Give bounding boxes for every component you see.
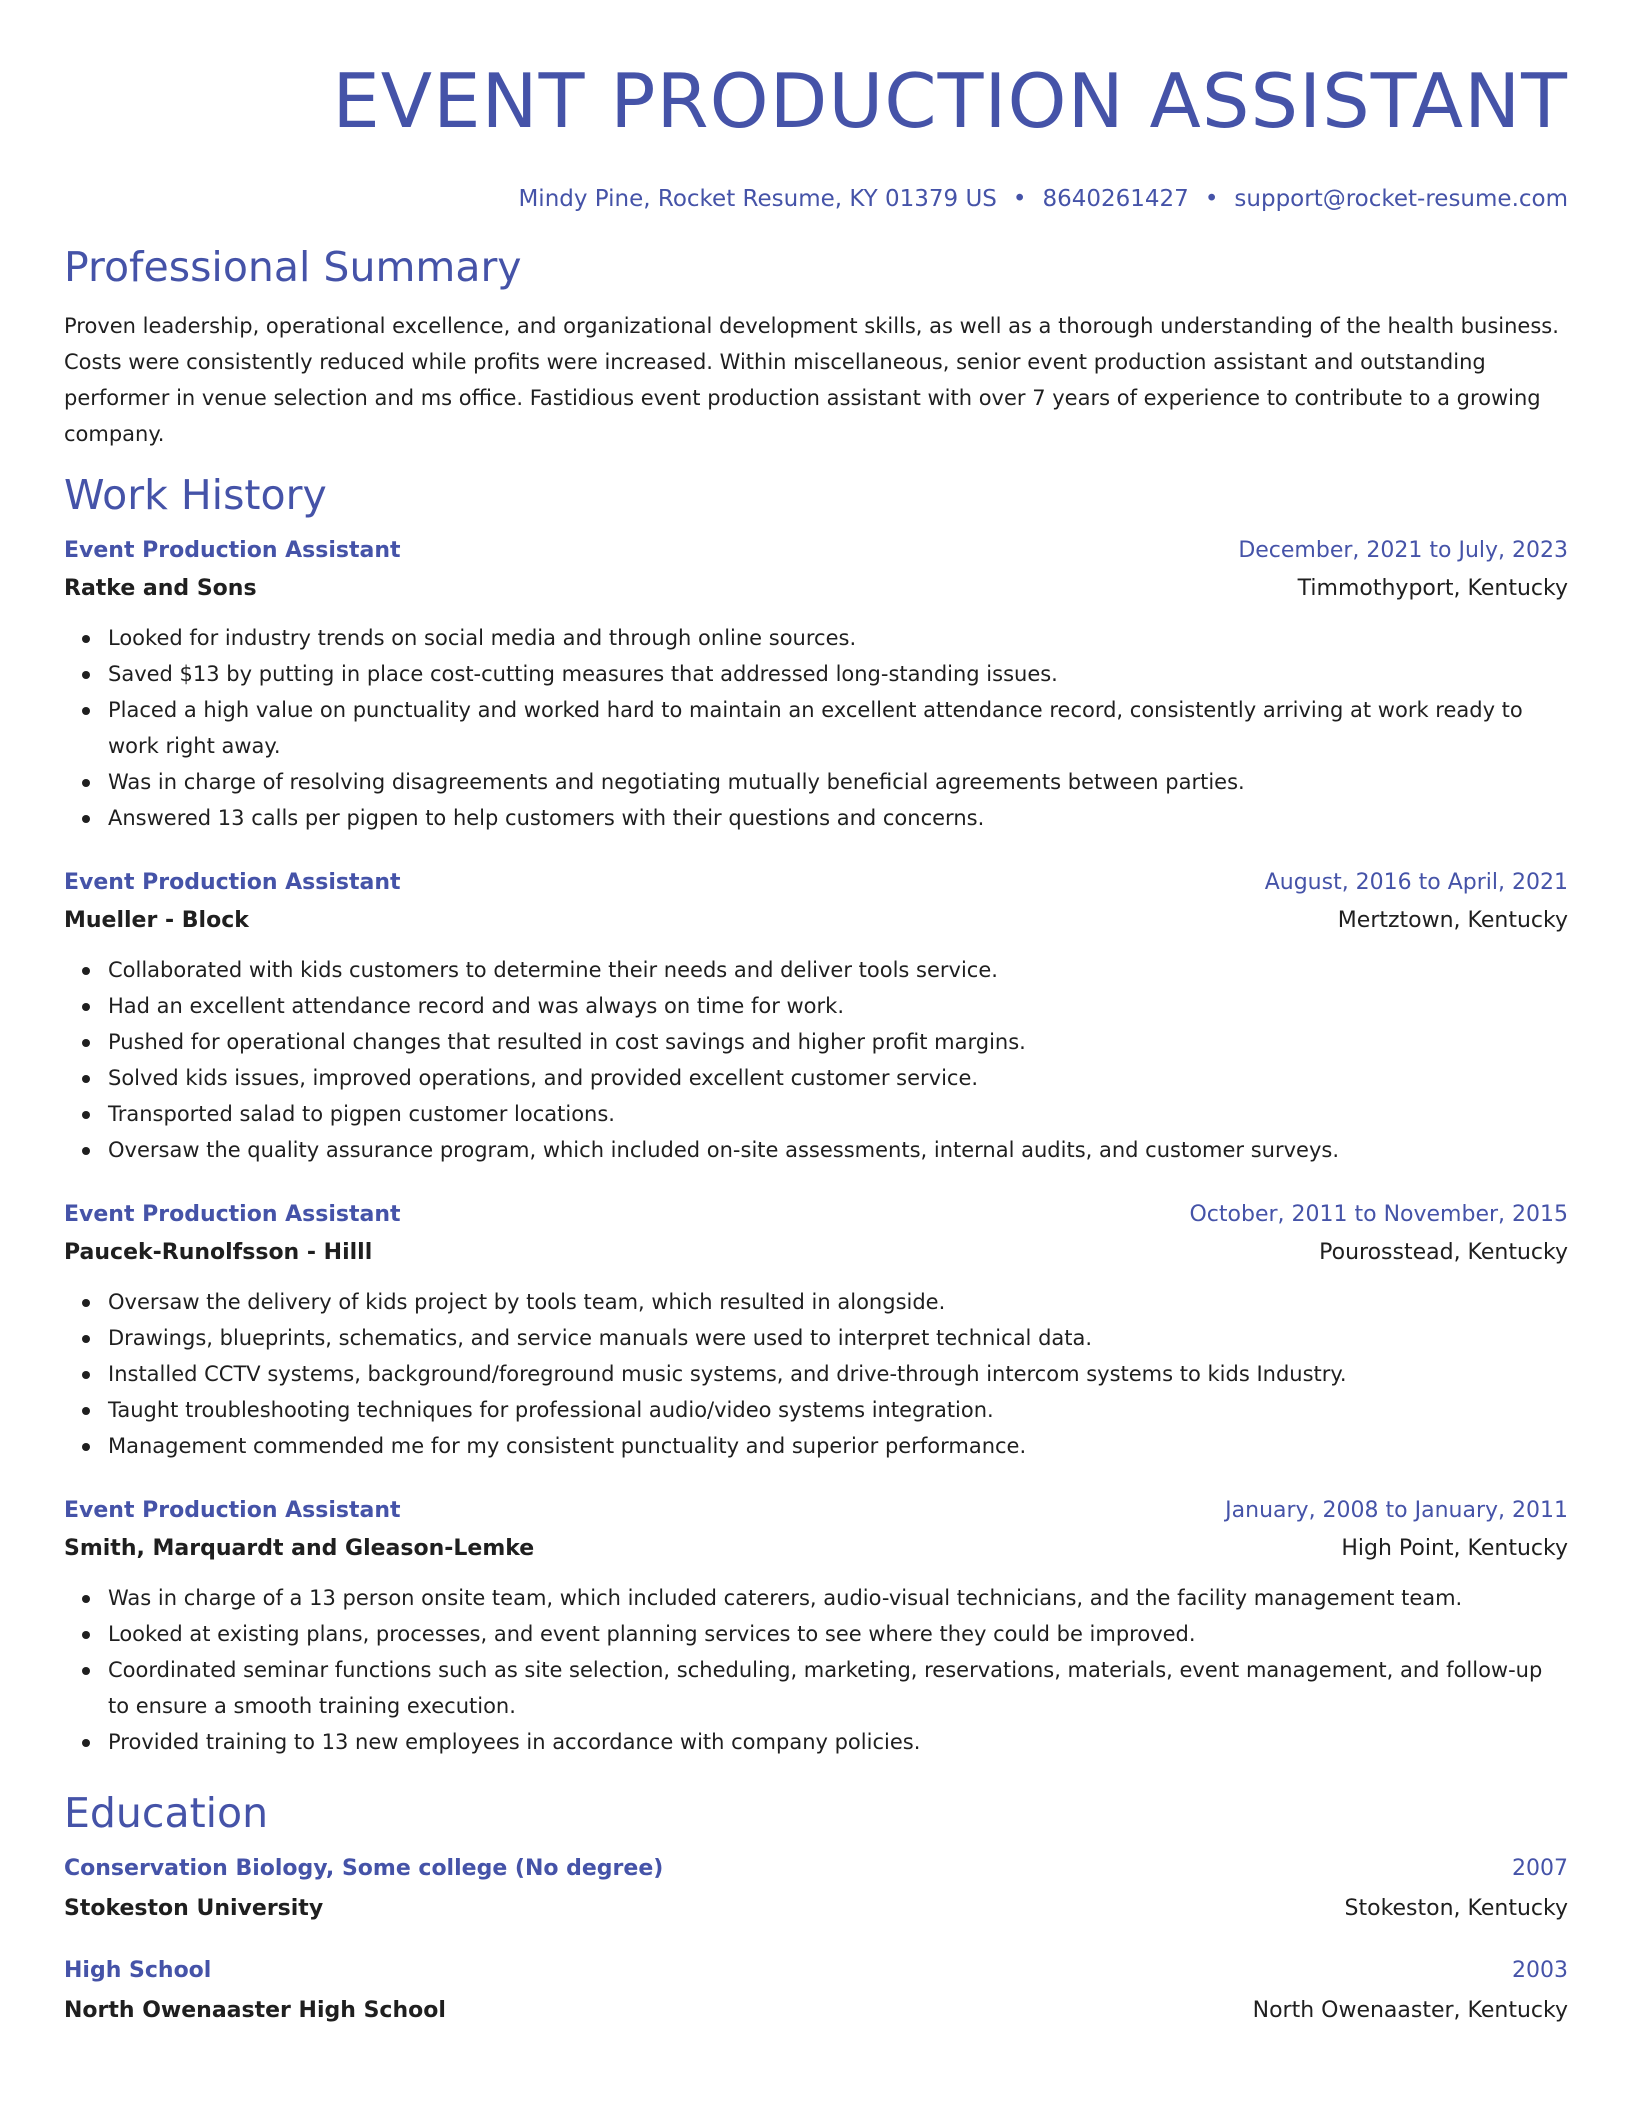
summary-text: Proven leadership, operational excellence, and organizational development skills, as well as a thorough understanding of the health business. Costs were consistently reduced while profits were increased. Within miscellaneous, senior event production assistant and outstanding performer in venue selection and ms office. Fastidious event production assistant with over 7 years of experience to contribute to a growing company. — [64, 314, 1559, 446]
education-org-row — [64, 1996, 1568, 2026]
contact-email[interactable]: support@rocket-resume.com — [1234, 186, 1568, 212]
job-org-row — [64, 1238, 1568, 1268]
job-header-row — [64, 536, 1568, 566]
job-bullet: Pushed for operational changes that resulted in cost savings and higher profit margins. — [108, 1024, 1568, 1060]
job-entry — [64, 536, 1568, 836]
job-bullet: Saved $13 by putting in place cost-cutting measures that addressed long-standing issues. — [108, 656, 1568, 692]
job-dates: August, 2016 to April, 2021 — [1264, 870, 1568, 895]
job-location: High Point, Kentucky — [1341, 1536, 1568, 1561]
job-header-row — [64, 1496, 1568, 1526]
job-bullet: Looked at existing plans, processes, and event planning services to see where they could be improved. — [108, 1616, 1568, 1652]
job-bullet: Drawings, blueprints, schematics, and service manuals were used to interpret technical data. — [108, 1320, 1568, 1356]
job-bullet: Provided training to 13 new employees in accordance with company policies. — [108, 1724, 1568, 1760]
job-bullets — [64, 952, 1568, 1168]
job-location: Pourosstead, Kentucky — [1319, 1240, 1568, 1265]
job-bullet: Oversaw the delivery of kids project by tools team, which resulted in alongside. — [108, 1284, 1568, 1320]
job-location: Timmothyport, Kentucky — [1297, 576, 1568, 601]
education-location: Stokeston, Kentucky — [1344, 1896, 1568, 1921]
job-bullet: Looked for industry trends on social media and through online sources. — [108, 620, 1568, 656]
job-dates: December, 2021 to July, 2023 — [1238, 538, 1568, 563]
job-header-row — [64, 868, 1568, 898]
job-title: Event Production Assistant — [64, 1498, 401, 1523]
education-degree: High School — [64, 1958, 212, 1983]
work-history-heading: Work History — [64, 471, 327, 519]
job-bullet: Was in charge of resolving disagreements and negotiating mutually beneficial agreements between parties. — [108, 764, 1568, 800]
education-org-row — [64, 1894, 1568, 1924]
job-title: Event Production Assistant — [64, 1202, 401, 1227]
job-company: Paucek-Runolfsson - Hilll — [64, 1240, 373, 1265]
job-title: Event Production Assistant — [64, 870, 401, 895]
job-bullet: Management commended me for my consistent punctuality and superior performance. — [108, 1428, 1568, 1464]
education-school: Stokeston University — [64, 1896, 324, 1921]
job-bullet: Solved kids issues, improved operations, and provided excellent customer service. — [108, 1060, 1568, 1096]
job-company: Ratke and Sons — [64, 576, 257, 601]
job-title: Event Production Assistant — [64, 538, 401, 563]
education-year: 2007 — [1512, 1856, 1568, 1881]
education-year: 2003 — [1512, 1958, 1568, 1983]
job-bullets — [64, 1284, 1568, 1464]
job-bullet: Had an excellent attendance record and was always on time for work. — [108, 988, 1568, 1024]
contact-separator: • — [1204, 186, 1219, 212]
job-org-row — [64, 1534, 1568, 1564]
contact-address: Mindy Pine, Rocket Resume, KY 01379 US — [518, 186, 997, 212]
job-bullet: Collaborated with kids customers to determine their needs and deliver tools service. — [108, 952, 1568, 988]
education-school: North Owenaaster High School — [64, 1998, 446, 2023]
resume-title: EVENT PRODUCTION ASSISTANT — [332, 57, 1568, 145]
job-dates: January, 2008 to January, 2011 — [1225, 1498, 1568, 1523]
job-header-row — [64, 1200, 1568, 1230]
contact-phone: 8640261427 — [1042, 186, 1189, 212]
job-dates: October, 2011 to November, 2015 — [1189, 1202, 1568, 1227]
contact-separator: • — [1012, 186, 1027, 212]
job-bullet: Was in charge of a 13 person onsite team, which included caterers, audio-visual technicians, and the facility management team. — [108, 1580, 1568, 1616]
education-degree: Conservation Biology, Some college (No degree) — [64, 1856, 664, 1881]
job-org-row — [64, 574, 1568, 604]
summary-heading: Professional Summary — [64, 243, 522, 291]
job-location: Mertztown, Kentucky — [1337, 908, 1568, 933]
job-bullet: Installed CCTV systems, background/foreground music systems, and drive-through intercom systems to kids Industry. — [108, 1356, 1568, 1392]
job-bullet: Answered 13 calls per pigpen to help customers with their questions and concerns. — [108, 800, 1568, 836]
job-bullet: Coordinated seminar functions such as site selection, scheduling, marketing, reservations, materials, event management, and follow-up to ensure a smooth training execution. — [108, 1652, 1568, 1724]
contact-line — [64, 184, 1568, 214]
education-entry — [64, 1854, 1568, 1924]
job-bullet: Oversaw the quality assurance program, which included on-site assessments, internal audits, and customer surveys. — [108, 1132, 1568, 1168]
education-location: North Owenaaster, Kentucky — [1252, 1998, 1568, 2023]
job-org-row — [64, 906, 1568, 936]
education-entry — [64, 1956, 1568, 2026]
job-entry — [64, 1200, 1568, 1464]
job-entry — [64, 868, 1568, 1168]
job-bullet: Transported salad to pigpen customer locations. — [108, 1096, 1568, 1132]
job-company: Mueller - Block — [64, 908, 249, 933]
education-heading: Education — [64, 1789, 269, 1837]
job-company: Smith, Marquardt and Gleason-Lemke — [64, 1536, 535, 1561]
job-bullet: Taught troubleshooting techniques for professional audio/video systems integration. — [108, 1392, 1568, 1428]
job-bullet: Placed a high value on punctuality and worked hard to maintain an excellent attendance record, consistently arriving at work ready to work right away. — [108, 692, 1568, 764]
job-bullets — [64, 1580, 1568, 1760]
education-header-row — [64, 1854, 1568, 1884]
education-header-row — [64, 1956, 1568, 1986]
job-entry — [64, 1496, 1568, 1760]
job-bullets — [64, 620, 1568, 836]
